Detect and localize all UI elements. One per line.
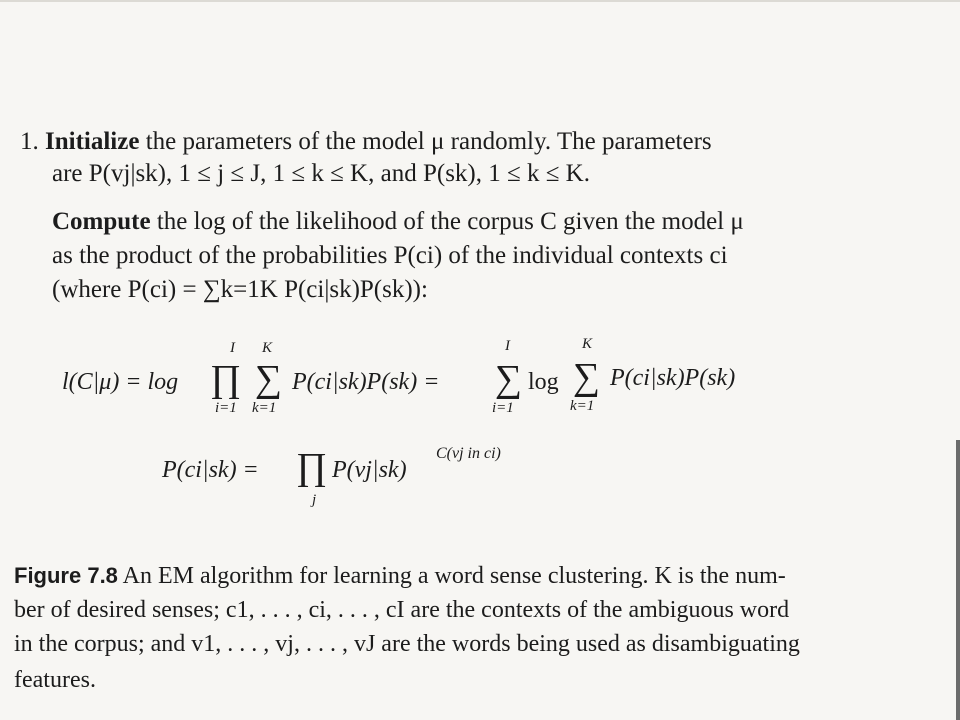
scan-right-edge [956,440,960,720]
figure-label: Figure 7.8 [14,563,118,588]
eq1-product-symbol: ∏ [210,358,242,400]
eq1-term: P(ci|sk)P(sk) = [292,369,440,395]
keyword-compute: Compute [52,208,151,235]
caption-line-4: features. [14,667,96,693]
eq1-term2: P(ci|sk)P(sk) [610,365,736,391]
eq2-exponent: C(vj in ci) [436,445,501,462]
eq1-sum3-symbol: ∑ [573,356,601,398]
keyword-initialize: Initialize [45,128,140,155]
eq1-sum-symbol: ∑ [255,358,283,400]
eq1-sum3-bottom: k=1 [570,398,595,414]
eq1-log: log [528,369,559,395]
eq1-prod-bottom: i=1 [215,400,237,416]
step-line-4: as the product of the probabilities P(ci) of the individual contexts ci [52,242,728,269]
caption-line-2: ber of desired senses; c1, . . . , ci, . . . , cI are the contexts of the ambiguous word [14,597,790,623]
eq1-sum2-symbol: ∑ [495,358,523,400]
eq2-term: P(vj|sk) [332,457,407,483]
step-line-1 [20,128,712,156]
step-line-5: (where P(ci) = ∑k=1K P(ci|sk)P(sk)): [52,276,428,303]
eq2-lhs: P(ci|sk) = [162,457,259,483]
eq1-prod-top: I [230,340,235,356]
step-line-3 [52,208,744,236]
eq2-product-symbol: ∏ [296,446,328,488]
eq1-lhs: l(C|μ) = log [62,369,179,395]
step-line-2: are P(vj|sk), 1 ≤ j ≤ J, 1 ≤ k ≤ K, and P(sk), 1 ≤ k ≤ K. [52,160,590,187]
eq1-sum-bottom: k=1 [252,400,277,416]
step-line-1-text: the parameters of the model μ randomly. The parameters [145,128,712,155]
eq1-sum3-top: K [582,336,593,352]
scan-top-edge [0,0,960,2]
eq2-prod-bottom: j [312,492,317,508]
step-number: 1. [20,128,39,155]
caption-line-3: in the corpus; and v1, . . . , vj, . . . , vJ are the words being used as disambiguating [14,631,800,657]
caption-line-1 [14,562,786,590]
eq1-sum2-bottom: i=1 [492,400,514,416]
eq1-sum2-top: I [505,338,510,354]
step-line-3-text: the log of the likelihood of the corpus C given the model μ [156,208,744,235]
caption-line-1-text: An EM algorithm for learning a word sense clustering. K is the num- [122,563,786,589]
eq1-sum-top: K [262,340,273,356]
